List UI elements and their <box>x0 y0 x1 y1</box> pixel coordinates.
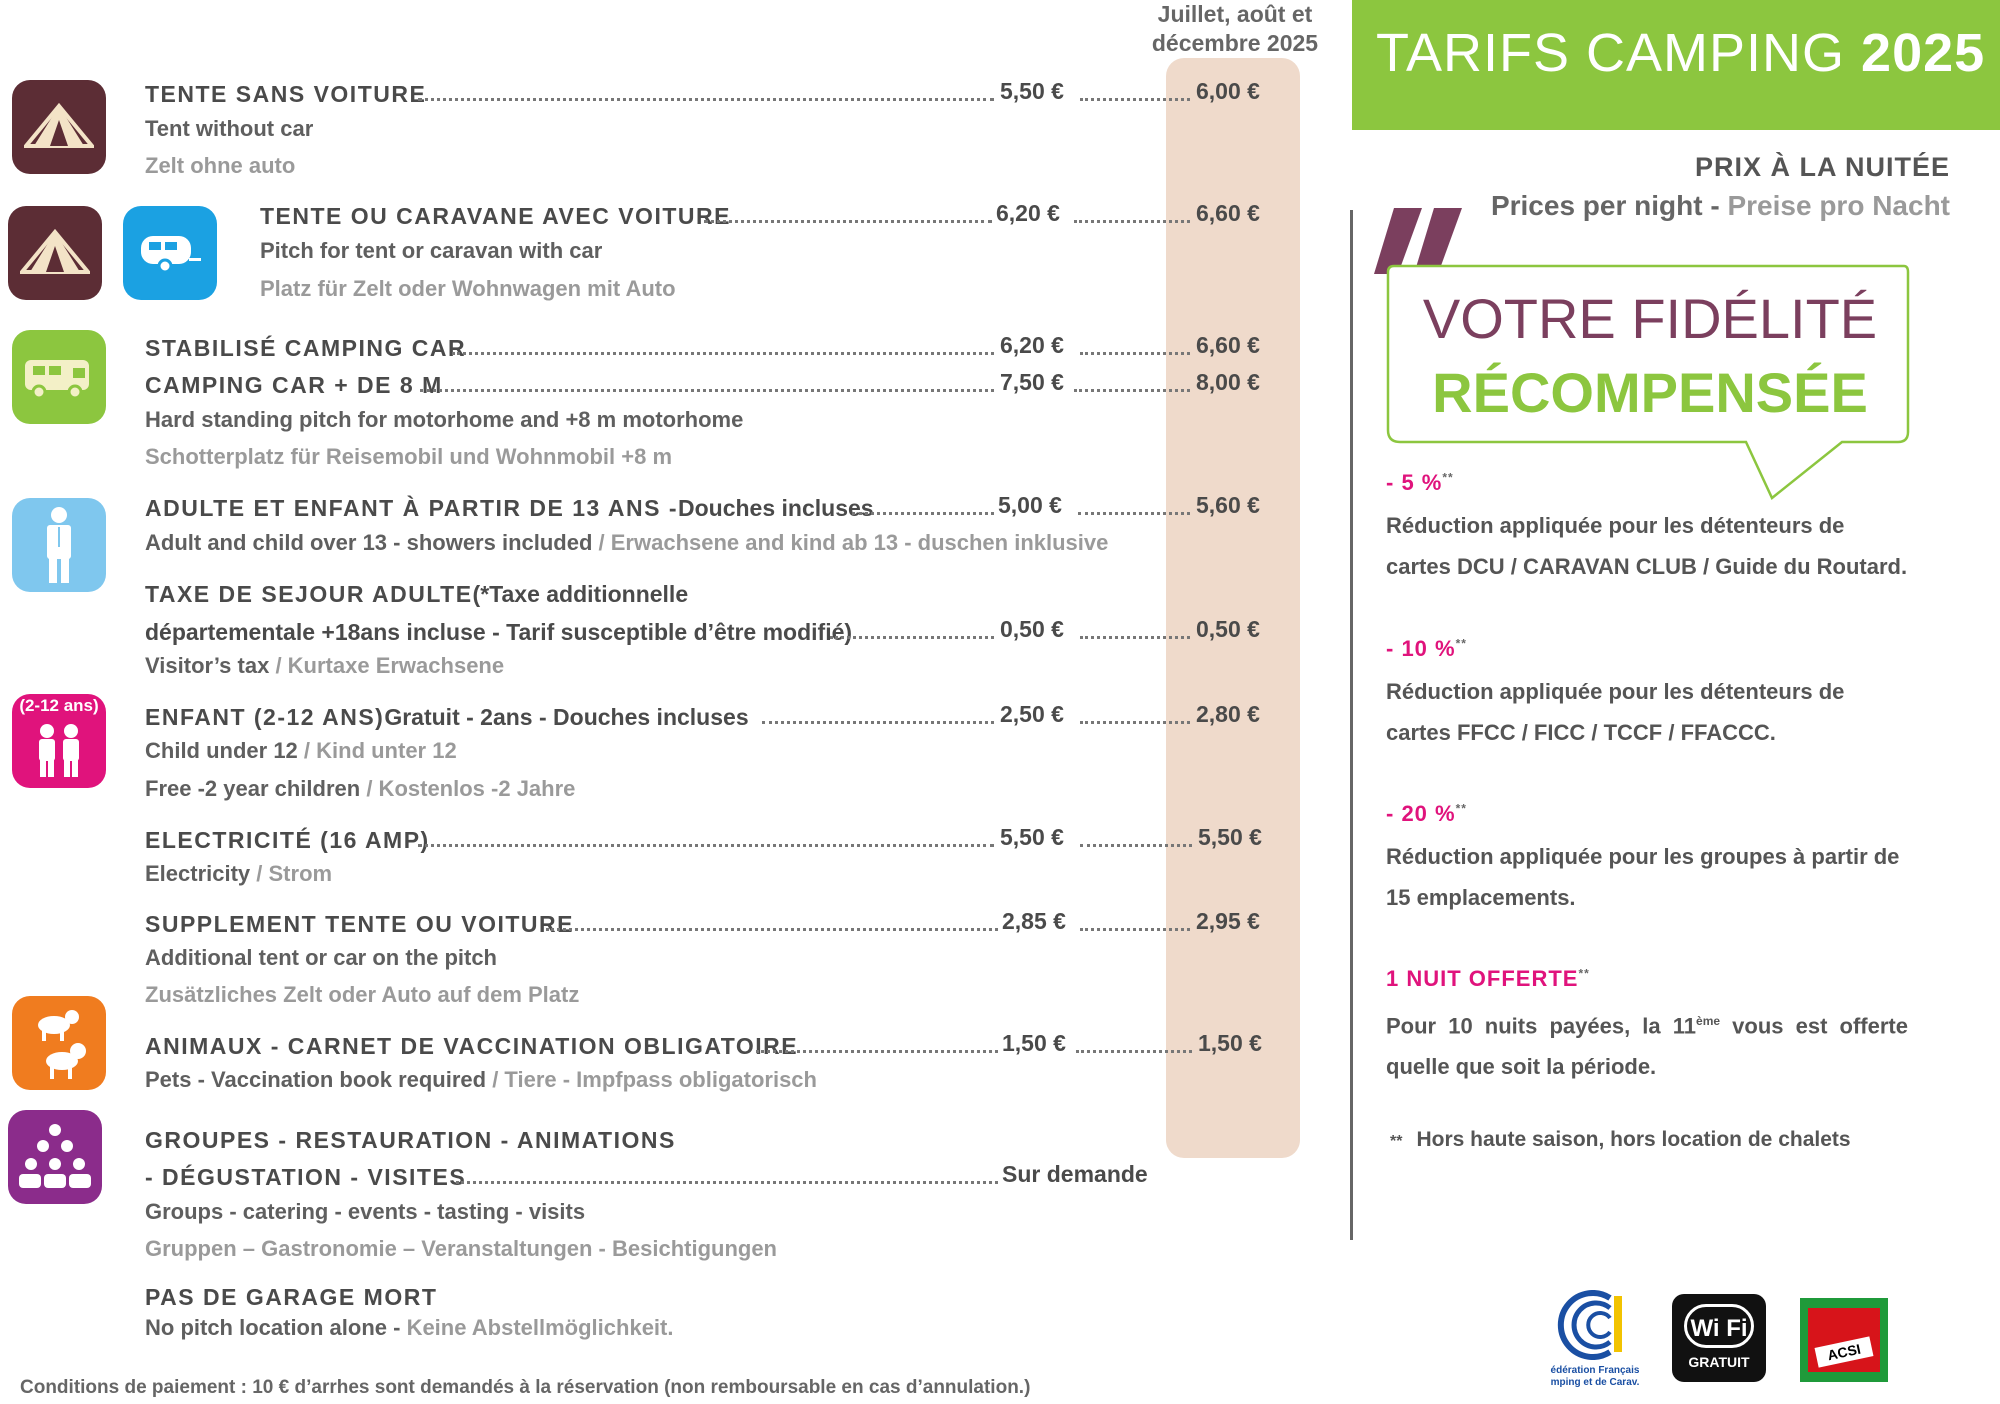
price-high: 6,60 € <box>1196 332 1260 358</box>
price-high: 6,60 € <box>1196 200 1260 226</box>
leader <box>1080 342 1190 355</box>
row-adult-title: ADULTE ET ENFANT À PARTIR DE 13 ANS - Douches incluses <box>145 495 874 521</box>
discount-20-head: - 20 %** <box>1386 801 1467 826</box>
row-pets-en: Pets - Vaccination book required / Tiere - Impfpass obligatorisch <box>145 1067 817 1092</box>
leader <box>756 1040 998 1053</box>
row-adult-en: Adult and child over 13 - showers included / Erwachsene and kind ab 13 - duschen inklusive <box>145 530 1109 555</box>
price-on-request: Sur demande <box>1002 1161 1148 1187</box>
loyalty-line1: VOTRE FIDÉLITÉ <box>1422 287 1878 350</box>
row-garage-en: No pitch location alone - Keine Abstellmöglichkeit. <box>145 1315 674 1340</box>
leader <box>1074 210 1190 223</box>
price-regular: 0,50 € <box>1000 616 1064 642</box>
row-garage-title: PAS DE GARAGE MORT <box>145 1284 438 1310</box>
row-tent-title: TENTE SANS VOITURE <box>145 81 427 107</box>
prices-per-night <box>1460 190 1950 222</box>
title-text: TARIFS CAMPING <box>1376 23 1846 83</box>
leader <box>1078 502 1190 515</box>
row-tax-en: Visitor’s tax / Kurtaxe Erwachsene <box>145 653 505 678</box>
leader <box>1080 834 1192 847</box>
prices-sep: - <box>1702 190 1728 221</box>
camping-car-icon <box>12 330 106 424</box>
prices-de: Preise pro Nacht <box>1727 190 1950 221</box>
row-elec-title: ELECTRICITÉ (16 AMP) <box>145 827 430 853</box>
leader <box>704 210 992 223</box>
row-camper-en: Hard standing pitch for motorhome and +8 m motorhome <box>145 407 744 432</box>
price-high: 8,00 € <box>1196 369 1260 395</box>
row-groups-title: GROUPES - RESTAURATION - ANIMATIONS <box>145 1127 676 1153</box>
discount-5-text: Réduction appliquée pour les détenteurs de cartes DCU / CARAVAN CLUB / Guide du Routard. <box>1386 513 1908 579</box>
price-high: 2,80 € <box>1196 701 1260 727</box>
tent-icon-2 <box>8 206 102 300</box>
price-high: 6,00 € <box>1196 78 1260 104</box>
row-camper-de: Schotterplatz für Reisemobil und Wohnmobil +8 m <box>145 444 673 469</box>
loyalty-line2: RÉCOMPENSÉE <box>1432 361 1868 424</box>
wifi-label: GRATUIT <box>1688 1354 1750 1370</box>
leader <box>1080 918 1190 931</box>
price-regular: 7,50 € <box>1000 369 1064 395</box>
row-tent-de: Zelt ohne auto <box>145 153 296 178</box>
ffcc-logo <box>1540 1290 1650 1390</box>
leader <box>1074 379 1190 392</box>
price-regular: 2,85 € <box>1002 908 1066 934</box>
leader <box>1080 711 1190 724</box>
prices-en: Prices per night <box>1490 190 1703 221</box>
price-regular: 2,50 € <box>1000 701 1064 727</box>
price-regular: 6,20 € <box>996 200 1060 226</box>
row-pets-title: ANIMAUX - CARNET DE VACCINATION OBLIGATOIRE <box>145 1033 799 1059</box>
row-camper1-title: STABILISÉ CAMPING CAR <box>145 335 467 361</box>
price-regular: 1,50 € <box>1002 1030 1066 1056</box>
ffcc-emblem-icon <box>1540 1290 1650 1360</box>
free-night-head: 1 NUIT OFFERTE** <box>1386 966 1590 991</box>
row-groups-en: Groups - catering - events - tasting - visits <box>145 1199 586 1224</box>
leader <box>1080 626 1190 639</box>
leader <box>852 502 994 515</box>
leader <box>456 1171 998 1184</box>
row-supp-title: SUPPLEMENT TENTE OU VOITURE <box>145 911 574 937</box>
adult-person-icon <box>12 498 106 592</box>
row-child-title: ENFANT (2-12 ANS) Gratuit - 2ans - Douches incluses <box>145 704 749 730</box>
price-high: 1,50 € <box>1198 1030 1262 1056</box>
leader <box>1080 88 1190 101</box>
row-tax-title: TAXE DE SEJOUR ADULTE (*Taxe additionnelle <box>145 581 689 607</box>
row-elec-en: Electricity / Strom <box>145 861 333 886</box>
tent-icon <box>12 80 106 174</box>
price-regular: 5,50 € <box>1000 824 1064 850</box>
price-regular: 5,00 € <box>998 492 1062 518</box>
page-title <box>1376 22 1985 84</box>
price-high: 2,95 € <box>1196 908 1260 934</box>
row-groups-line2: - DÉGUSTATION - VISITES <box>145 1164 467 1190</box>
leader <box>418 88 994 101</box>
price-regular: 6,20 € <box>1000 332 1064 358</box>
caravan-icon <box>123 206 217 300</box>
acsi-text: ACSI <box>1815 1336 1874 1367</box>
discount-20-text: Réduction appliquée pour les groupes à partir de 15 emplacements. <box>1386 844 1900 910</box>
leader <box>1076 1040 1192 1053</box>
season-column-header: Juillet, août et décembre 2025 <box>1151 1 1319 56</box>
divider-line <box>1350 210 1353 1240</box>
wifi-icon: Wi Fi <box>1684 1304 1754 1348</box>
row-child-en: Child under 12 / Kind unter 12 <box>145 738 457 763</box>
discount-5-head: - 5 %** <box>1386 470 1454 495</box>
discount-10-text: Réduction appliquée pour les détenteurs de cartes FFCC / FICC / TCCF / FFACCC. <box>1386 679 1845 745</box>
row-child-en2: Free -2 year children / Kostenlos -2 Jahre <box>145 776 576 801</box>
row-tentcar-de: Platz für Zelt oder Wohnwagen mit Auto <box>260 276 676 301</box>
row-tentcar-title: TENTE OU CARAVANE AVEC VOITURE <box>260 203 731 229</box>
row-supp-en: Additional tent or car on the pitch <box>145 945 497 970</box>
wifi-logo <box>1672 1294 1766 1382</box>
price-high: 5,60 € <box>1196 492 1260 518</box>
groups-icon <box>8 1110 102 1204</box>
leader <box>420 379 994 392</box>
pets-icon <box>12 996 106 1090</box>
acsi-logo <box>1800 1298 1888 1382</box>
price-regular: 5,50 € <box>1000 78 1064 104</box>
leader <box>452 342 994 355</box>
price-high: 5,50 € <box>1198 824 1262 850</box>
row-groups-de: Gruppen – Gastronomie – Veranstaltungen - Besichtigungen <box>145 1236 777 1261</box>
leader <box>418 834 994 847</box>
leader <box>546 918 998 931</box>
free-night-text: Pour 10 nuits payées, la 11ème vous est offerte quelle que soit la période. <box>1386 1013 1908 1080</box>
payment-conditions: Conditions de paiement : 10 € d’arrhes sont demandés à la réservation (non remboursable en cas d’annulation.) <box>20 1377 1031 1398</box>
row-tentcar-en: Pitch for tent or caravan with car <box>260 238 603 263</box>
row-tax-line2: départementale +18ans incluse - Tarif susceptible d’être modifié) <box>145 619 853 645</box>
discount-10-head: - 10 %** <box>1386 636 1467 661</box>
children-age-badge: (2-12 ans) <box>19 696 99 715</box>
footnote: ** Hors haute saison, hors location de chalets <box>1390 1128 1851 1151</box>
title-year: 2025 <box>1861 23 1986 83</box>
row-camper2-title: CAMPING CAR + DE 8 M <box>145 372 443 398</box>
leader <box>830 626 994 639</box>
prix-nuitee: PRIX À LA NUITÉE <box>1694 152 1950 182</box>
price-high: 0,50 € <box>1196 616 1260 642</box>
ffcc-text: édération Français mping et de Carav. <box>1550 1365 1640 1388</box>
row-supp-de: Zusätzliches Zelt oder Auto auf dem Platz <box>145 982 580 1007</box>
row-tent-en: Tent without car <box>145 116 314 141</box>
leader <box>762 711 994 724</box>
